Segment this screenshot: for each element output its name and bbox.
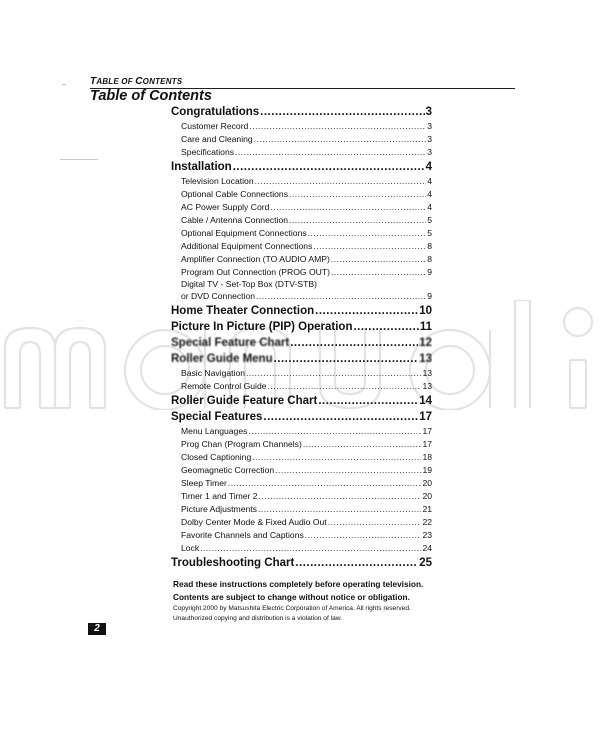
toc-entry-page: 20	[422, 491, 432, 501]
toc-entry-label: Optional Equipment Connections	[181, 228, 307, 238]
toc-entry-label: Sleep Timer	[181, 478, 227, 488]
toc-entry-label: Geomagnetic Correction	[181, 465, 275, 475]
toc-section	[171, 304, 432, 319]
leader-dots	[270, 201, 426, 214]
toc-entry-label: Roller Guide Feature Chart	[171, 395, 318, 407]
note-read-instructions: Read these instructions completely before operating television.	[173, 579, 424, 589]
toc-entry-label: Prog Chan (Program Channels)	[181, 439, 302, 449]
toc-entry	[171, 516, 432, 529]
toc-entry-label: Picture In Picture (PIP) Operation	[171, 321, 353, 333]
toc-entry-page: 13	[422, 381, 432, 391]
toc-entry	[171, 253, 432, 266]
toc-section	[171, 336, 432, 351]
toc-entry-page: 12	[419, 337, 432, 349]
leader-dots	[268, 380, 422, 393]
leader-dots	[263, 410, 418, 425]
toc-entry	[171, 451, 432, 464]
toc-entry-page: 20	[422, 478, 432, 488]
toc-entry-label: Television Location	[181, 176, 254, 186]
toc-entry	[171, 279, 432, 290]
leader-dots	[233, 160, 425, 175]
toc-section	[171, 352, 432, 367]
toc-section	[171, 105, 432, 120]
toc-entry	[171, 380, 432, 393]
leader-dots	[235, 146, 426, 159]
toc-entry	[171, 503, 432, 516]
leader-dots	[256, 290, 426, 303]
toc-entry-label: Favorite Channels and Captions	[181, 530, 304, 540]
toc-entry	[171, 542, 432, 555]
toc-entry-page: 5	[427, 215, 432, 225]
leader-dots	[289, 214, 426, 227]
toc-entry-page: 19	[422, 465, 432, 475]
toc-entry-page: 14	[419, 395, 432, 407]
toc-entry-page: 3	[427, 121, 432, 131]
toc-entry-page: 23	[422, 530, 432, 540]
toc-entry-label: Customer Record	[181, 121, 249, 131]
toc-entry-page: 25	[419, 557, 432, 569]
leader-dots	[246, 367, 421, 380]
toc-entry	[171, 201, 432, 214]
leader-dots	[228, 477, 422, 490]
toc-entry	[171, 529, 432, 542]
toc-entry-label: Closed Captioning	[181, 452, 252, 462]
toc-entry	[171, 120, 432, 133]
table-of-contents	[171, 104, 432, 571]
page-number-badge: 2	[88, 623, 106, 635]
leader-dots	[290, 336, 418, 351]
toc-entry-page: 4	[427, 176, 432, 186]
note-contents-subject: Contents are subject to change without notice or obligation.	[173, 592, 410, 602]
toc-section	[171, 160, 432, 175]
toc-entry-label: Specifications	[181, 147, 235, 157]
toc-entry	[171, 490, 432, 503]
toc-entry-continued	[171, 290, 432, 303]
leader-dots	[353, 320, 418, 335]
toc-entry-page: 13	[419, 353, 432, 365]
toc-entry	[171, 188, 432, 201]
toc-entry-label: Program Out Connection (PROG OUT)	[181, 267, 331, 277]
toc-section	[171, 394, 432, 409]
toc-entry-page: 17	[419, 411, 432, 423]
toc-entry-label: Amplifier Connection (TO AUDIO AMP)	[181, 254, 330, 264]
toc-entry-page: 10	[419, 305, 432, 317]
toc-entry-page: 3	[427, 134, 432, 144]
leader-dots	[275, 464, 421, 477]
toc-entry-label: Timer 1 and Timer 2	[181, 491, 258, 501]
toc-entry-page: 24	[422, 543, 432, 553]
toc-entry-label: Congratulations	[171, 106, 260, 118]
leader-dots	[303, 438, 422, 451]
leader-dots	[315, 304, 418, 319]
toc-entry-page: 11	[419, 321, 432, 333]
toc-entry	[171, 425, 432, 438]
toc-entry-label: Digital TV - Set-Top Box (DTV-STB)	[181, 279, 317, 289]
toc-entry-label: Installation	[171, 161, 232, 173]
notes	[173, 578, 473, 624]
leader-dots	[252, 451, 421, 464]
toc-entry-page: 18	[422, 452, 432, 462]
toc-entry-page: 17	[422, 439, 432, 449]
leader-dots	[200, 542, 421, 555]
toc-entry-page: 3	[427, 147, 432, 157]
toc-entry-label: Lock	[181, 543, 200, 553]
leader-dots	[289, 188, 426, 201]
toc-section	[171, 320, 432, 335]
toc-entry-page: 13	[422, 368, 432, 378]
toc-entry-label: AC Power Supply Cord	[181, 202, 270, 212]
toc-entry-label: Cable / Antenna Connection	[181, 215, 289, 225]
toc-entry	[171, 464, 432, 477]
toc-entry-label: or DVD Connection	[181, 291, 256, 301]
toc-entry-label: Home Theater Connection	[171, 305, 315, 317]
toc-entry	[171, 367, 432, 380]
toc-entry-label: Special Features	[171, 411, 263, 423]
toc-entry-label: Additional Equipment Connections	[181, 241, 313, 251]
toc-entry-label: Care and Cleaning	[181, 134, 253, 144]
leader-dots	[258, 503, 421, 516]
toc-entry	[171, 477, 432, 490]
leader-dots	[331, 253, 426, 266]
toc-entry-label: Menu Languages	[181, 426, 248, 436]
leader-dots	[313, 240, 426, 253]
leader-dots	[259, 490, 422, 503]
scan-mark	[60, 159, 98, 160]
leader-dots	[274, 352, 419, 367]
leader-dots	[308, 227, 427, 240]
toc-entry-label: Basic Navigation	[181, 368, 246, 378]
toc-entry-label: Troubleshooting Chart	[171, 557, 295, 569]
scan-mark	[62, 84, 66, 85]
page-title: Table of Contents	[90, 88, 212, 104]
leader-dots	[318, 394, 418, 409]
copyright-text: Unauthorized copying and distribution is a violation of law.	[173, 615, 342, 622]
running-head-text: T	[90, 76, 97, 87]
leader-dots	[305, 529, 422, 542]
toc-entry	[171, 240, 432, 253]
toc-entry	[171, 133, 432, 146]
toc-entry	[171, 227, 432, 240]
toc-entry-page: 21	[422, 504, 432, 514]
leader-dots	[255, 175, 427, 188]
running-head-text: ONTENTS	[142, 77, 183, 86]
toc-entry-page: 4	[427, 202, 432, 212]
leader-dots	[295, 556, 418, 571]
running-head-text: C	[135, 76, 143, 87]
toc-entry-label: Special Feature Chart	[171, 337, 290, 349]
toc-entry-label: Optional Cable Connections	[181, 189, 289, 199]
toc-section	[171, 556, 432, 571]
running-head-text: ABLE OF	[96, 77, 136, 86]
toc-entry	[171, 175, 432, 188]
leader-dots	[260, 105, 424, 120]
leader-dots	[331, 266, 426, 279]
copyright-text: Copyright 2000 by Matsushita Electric Corporation of America. All rights reserved.	[173, 605, 411, 612]
leader-dots	[249, 120, 426, 133]
toc-entry-page: 9	[427, 267, 432, 277]
toc-entry-label: Dolby Center Mode & Fixed Audio Out	[181, 517, 327, 527]
toc-entry-label: Picture Adjustments	[181, 504, 257, 514]
toc-entry	[171, 146, 432, 159]
toc-entry-page: 8	[427, 241, 432, 251]
leader-dots	[254, 133, 427, 146]
toc-entry-page: 8	[427, 254, 432, 264]
toc-entry	[171, 438, 432, 451]
toc-entry-page: 3	[425, 106, 432, 118]
toc-section	[171, 410, 432, 425]
toc-entry-label: Remote Control Guide	[181, 381, 267, 391]
toc-entry-label: Roller Guide Menu	[171, 353, 273, 365]
toc-entry	[171, 266, 432, 279]
toc-entry-page: 9	[427, 291, 432, 301]
leader-dots	[248, 425, 421, 438]
toc-entry-page: 4	[425, 161, 432, 173]
toc-entry-page: 5	[427, 228, 432, 238]
toc-entry	[171, 214, 432, 227]
toc-entry-page: 17	[422, 426, 432, 436]
toc-entry-page: 4	[427, 189, 432, 199]
toc-entry-page: 22	[422, 517, 432, 527]
leader-dots	[328, 516, 422, 529]
